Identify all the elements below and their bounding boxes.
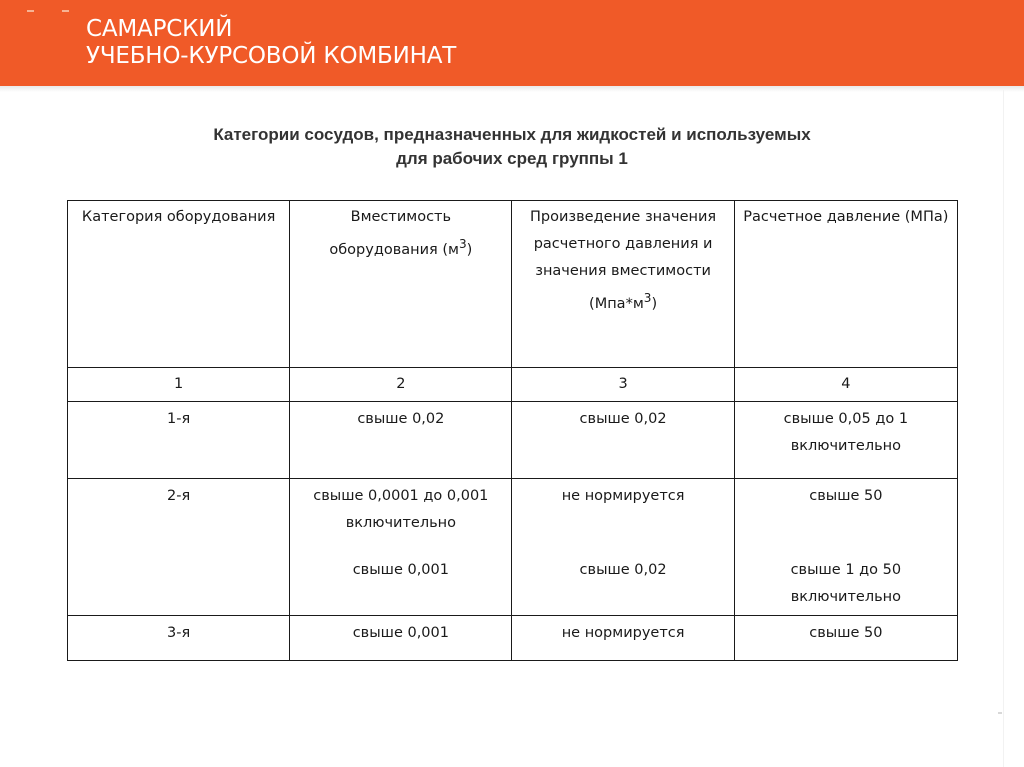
column-number: 4 — [734, 368, 957, 402]
cell-product — [512, 479, 734, 616]
cell-value: свыше 0,0001 до 0,001 включительно — [313, 488, 489, 531]
header-close: ) — [651, 295, 658, 312]
table-row — [68, 402, 958, 479]
cell-pressure: свыше 50 — [734, 616, 957, 661]
header-text: Расчетное давление (МПа) — [743, 209, 949, 225]
title-line-2: для рабочих сред группы 1 — [396, 149, 628, 168]
unit-exponent: 3 — [458, 237, 467, 251]
header-text: Категория оборудования — [81, 209, 276, 225]
column-number: 2 — [290, 368, 512, 402]
cell-value: свыше 1 до 50 включительно — [790, 562, 902, 605]
column-number-row — [68, 368, 958, 402]
logo — [86, 16, 456, 70]
header-shadow — [0, 86, 1024, 92]
cell-category: 1-я — [68, 402, 290, 479]
cell-value: свыше 0,001 — [352, 562, 449, 578]
column-number: 3 — [512, 368, 734, 402]
header-bar — [0, 0, 1024, 86]
cell-pressure — [734, 479, 957, 616]
page-edge-line — [1003, 90, 1004, 767]
cell-capacity: свыше 0,02 — [290, 402, 512, 479]
cell-category: 3-я — [68, 616, 290, 661]
vessel-category-table — [67, 200, 958, 661]
page-title — [0, 123, 1024, 171]
logo-line-1: САМАРСКИЙ — [86, 16, 233, 42]
header-cell-category — [68, 201, 290, 368]
header-close: ) — [466, 241, 473, 258]
table-row — [68, 616, 958, 661]
corner-mark — [998, 712, 1002, 714]
column-number: 1 — [68, 368, 290, 402]
cell-pressure: свыше 0,05 до 1 включительно — [734, 402, 957, 479]
header-text: Вместимость оборудования (м — [329, 209, 459, 258]
header-dash-decor — [27, 10, 34, 12]
cell-value: свыше 0,02 — [579, 562, 667, 578]
cell-value: свыше 50 — [809, 488, 883, 504]
logo-line-2: УЧЕБНО-КУРСОВОЙ КОМБИНАТ — [86, 43, 457, 69]
unit-exponent: 3 — [643, 291, 652, 305]
table-row — [68, 479, 958, 616]
cell-category: 2-я — [68, 479, 290, 616]
cell-capacity — [290, 479, 512, 616]
header-cell-capacity — [290, 201, 512, 368]
cell-value: не нормируется — [561, 488, 685, 504]
title-line-1: Категории сосудов, предназначенных для жидкостей и используемых — [213, 125, 811, 144]
cell-product: не нормируется — [512, 616, 734, 661]
cell-capacity: свыше 0,001 — [290, 616, 512, 661]
header-dash-decor — [62, 10, 69, 12]
header-cell-product — [512, 201, 734, 368]
header-text: Произведение значения расчетного давления и значения вместимости (Мпа*м — [530, 209, 717, 312]
cell-product: свыше 0,02 — [512, 402, 734, 479]
table-header-row — [68, 201, 958, 368]
header-cell-pressure — [734, 201, 957, 368]
